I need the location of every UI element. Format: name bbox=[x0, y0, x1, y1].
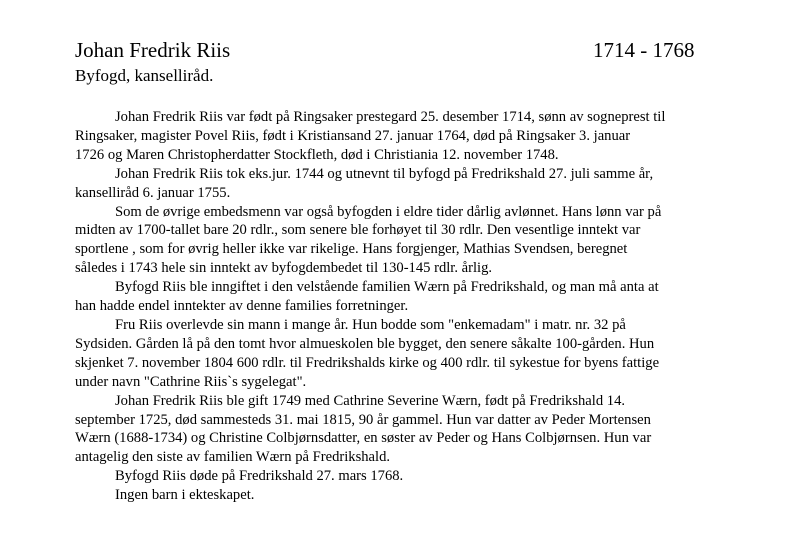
text-line: Johan Fredrik Riis tok eks.jur. 1744 og utnevnt til byfogd på Fredrikshald 27. juli samme år, bbox=[115, 165, 654, 182]
document-page bbox=[75, 36, 715, 505]
text-line: Ingen barn i ekteskapet. bbox=[115, 487, 255, 504]
text-line: sportlene , som for øvrig heller ikke var rikelige. Hans forgjenger, Mathias Svendsen, beregnet bbox=[75, 241, 628, 258]
text-line: Byfogd Riis døde på Fredrikshald 27. mars 1768. bbox=[115, 468, 404, 485]
text-line: Johan Fredrik Riis ble gift 1749 med Cathrine Severine Wærn, født på Fredrikshald 14. bbox=[115, 392, 626, 409]
text-line: Byfogd Riis ble inngiftet i den velstående familien Wærn på Fredrikshald, og man må anta at bbox=[115, 279, 659, 296]
text-line: Sydsiden. Gården lå på den tomt hvor almueskolen ble bygget, den senere såkalte 100-gården. Hun bbox=[75, 335, 655, 352]
text-line: midten av 1700-tallet bare 20 rdlr., som senere ble forhøyet til 30 rdlr. Den vesentlige inntekt var bbox=[75, 222, 641, 239]
text-line: skjenket 7. november 1804 600 rdlr. til Fredrikshalds kirke og 400 rdlr. til sykestue for byens fattige bbox=[75, 354, 660, 371]
text-line: Ringsaker, magister Povel Riis, født i Kristiansand 27. januar 1764, død på Ringsaker 3. januar bbox=[75, 127, 631, 144]
text-line: antagelig den siste av familien Wærn på Fredrikshald. bbox=[75, 449, 391, 466]
text-line: Fru Riis overlevde sin mann i mange år. Hun bodde som "enkemadam" i matr. nr. 32 på bbox=[115, 316, 626, 333]
text-line: september 1725, død sammesteds 31. mai 1815, 90 år gammel. Hun var datter av Peder Mortensen bbox=[75, 411, 651, 428]
biography-text bbox=[75, 108, 715, 505]
text-line: 1726 og Maren Christopherdatter Stockfleth, død i Christiania 12. november 1748. bbox=[75, 146, 559, 163]
person-titles: Byfogd, kanselliråd. bbox=[75, 66, 214, 85]
person-name: Johan Fredrik Riis bbox=[75, 38, 231, 62]
text-line: Johan Fredrik Riis var født på Ringsaker prestegard 25. desember 1714, sønn av sogneprest til bbox=[115, 109, 666, 125]
text-line: Wærn (1688-1734) og Christine Colbjørnsdatter, en søster av Peder og Hans Colbjørnsen. Hun var bbox=[75, 430, 652, 447]
text-line: Som de øvrige embedsmenn var også byfogden i eldre tider dårlig avlønnet. Hans lønn var på bbox=[115, 203, 662, 220]
text-line: under navn "Cathrine Riis`s sygelegat". bbox=[75, 373, 307, 390]
life-years: 1714 - 1768 bbox=[593, 38, 695, 62]
text-line: han hadde endel inntekter av denne families forretninger. bbox=[75, 298, 409, 315]
document-header bbox=[75, 36, 715, 64]
text-line: kanselliråd 6. januar 1755. bbox=[75, 184, 231, 201]
text-line: således i 1743 hele sin inntekt av byfogdembedet til 130-145 rdlr. årlig. bbox=[75, 260, 493, 277]
